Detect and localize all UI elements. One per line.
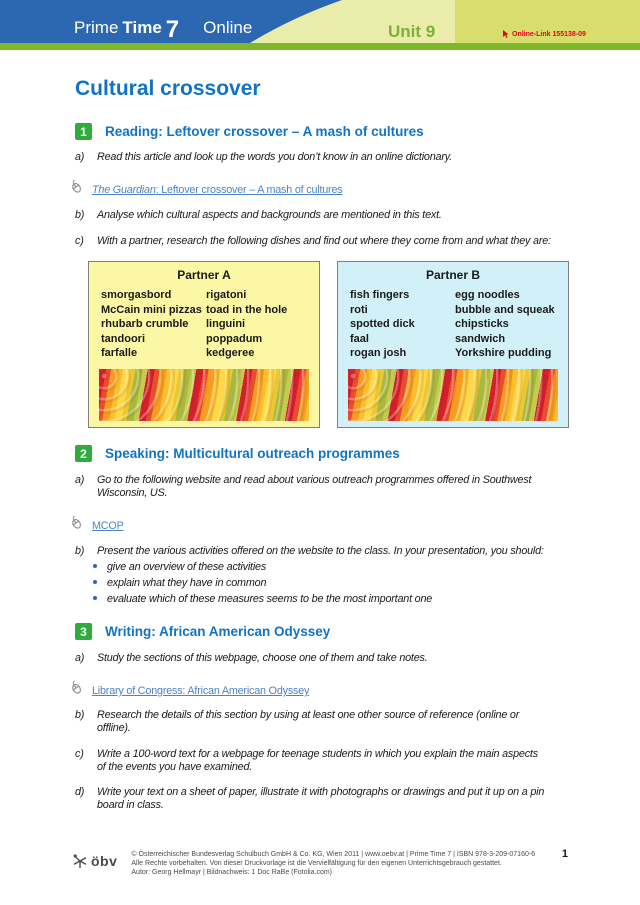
section-3-title: Writing: African American Odyssey <box>105 624 331 639</box>
task-1a-text: Read this article and look up the words you don’t know in an online dictionary. <box>97 151 452 163</box>
loc-link-row <box>92 681 572 695</box>
section-1-header <box>75 123 572 140</box>
dish: smorgasbord <box>101 289 172 301</box>
partner-a-title: Partner A <box>177 268 231 282</box>
header-green-bar <box>0 43 640 50</box>
dish: fish fingers <box>350 289 410 301</box>
mouse-icon <box>68 679 84 700</box>
dish: chipsticks <box>455 318 509 330</box>
task-3a-text: Study the sections of this webpage, choose one of them and take notes. <box>97 652 428 664</box>
partner-b-col2 <box>455 288 564 361</box>
task-1c-label: c) <box>75 235 84 247</box>
task-1c <box>75 235 569 248</box>
dish: faal <box>350 332 369 345</box>
library-of-congress-link[interactable]: Library of Congress: African American Odyssey <box>92 685 310 697</box>
unit-label: Unit 9 <box>388 22 436 41</box>
brand-word-prime: Prime <box>74 18 119 37</box>
task-3b <box>75 709 553 735</box>
dish: sandwich <box>455 332 506 345</box>
dish: poppadum <box>206 332 263 345</box>
oebv-logo <box>72 853 117 869</box>
task-2b <box>75 545 569 558</box>
gummy-bears-image <box>348 369 558 421</box>
dish: rigatoni <box>206 289 247 301</box>
oebv-star-icon <box>72 853 88 869</box>
task-2b-label: b) <box>75 545 85 557</box>
task-3a-label: a) <box>75 652 85 664</box>
section-3-number-badge: 3 <box>75 623 92 640</box>
online-link-label: Online-Link 155138-09 <box>512 31 586 38</box>
online-link[interactable] <box>502 30 586 39</box>
guardian-link-source: The Guardian <box>92 184 156 196</box>
dish: Yorkshire pudding <box>455 347 552 359</box>
brand-word-online: Online <box>203 18 253 37</box>
page-header <box>0 0 640 50</box>
guardian-link-rest: : Leftover crossover – A mash of cultures <box>155 184 343 196</box>
imprint-line-1: © Österreichischer Bundesverlag Schulbuch GmbH & Co. KG, Wien 2011 | www.oebv.at | Prime Time 7 | ISBN 978-3-209-07160-6 <box>131 851 536 858</box>
worksheet-content <box>0 77 640 812</box>
guardian-link[interactable] <box>92 184 342 196</box>
task-2a <box>75 474 547 500</box>
dish: spotted dick <box>350 318 415 330</box>
partner-b-title: Partner B <box>425 268 481 282</box>
bullet-dot <box>93 564 97 568</box>
task-3b-label: b) <box>75 709 85 721</box>
cursor-icon <box>502 30 510 39</box>
partner-a-col1 <box>101 288 206 361</box>
task-3d <box>75 786 547 812</box>
dish: rogan josh <box>350 347 407 359</box>
brand-word-seven: 7 <box>165 16 180 43</box>
dish: toad in the hole <box>206 303 288 316</box>
dish: McCain mini pizzas <box>101 303 202 316</box>
task-3d-text: Write your text on a sheet of paper, illustrate it with photographs or drawings and put it up on a pin board in class. <box>97 786 545 811</box>
dish: farfalle <box>101 347 138 359</box>
bullet-text: evaluate which of these measures seems to be the most important one <box>107 593 433 605</box>
task-3c-text: Write a 100-word text for a webpage for teenage students in which you explain the main aspects of the events you have examined. <box>97 748 538 773</box>
oebv-logo-text: öbv <box>91 853 118 869</box>
brand-word-time: Time <box>122 18 162 37</box>
presentation-bullets <box>75 561 572 609</box>
task-1c-text: With a partner, research the following dishes and find out where they come from and what they are: <box>97 235 551 247</box>
partner-b-box <box>337 261 569 428</box>
bullet-item <box>93 561 572 577</box>
section-2-title: Speaking: Multicultural outreach programmes <box>105 446 400 461</box>
task-1a <box>75 151 569 164</box>
dish: roti <box>350 303 368 316</box>
dish: egg noodles <box>455 289 520 301</box>
brand-logo <box>74 0 252 43</box>
task-3c-label: c) <box>75 748 84 760</box>
task-3c <box>75 748 547 774</box>
bullet-item <box>93 577 572 593</box>
imprint-line-2: Alle Rechte vorbehalten. Von dieser Druckvorlage ist die Vervielfältigung für den eigenen Unterrichtsgebrauch gestattet. <box>131 860 502 867</box>
bullet-dot <box>93 596 97 600</box>
guardian-link-row <box>92 180 572 194</box>
task-3b-text: Research the details of this section by using at least one other source of reference (online or offline). <box>97 709 520 734</box>
task-2b-text: Present the various activities offered on the website to the class. In your presentation, you should: <box>97 545 544 557</box>
task-2a-label: a) <box>75 474 85 486</box>
dish: linguini <box>206 318 246 330</box>
bullet-item <box>93 593 572 609</box>
partner-b-col1 <box>350 288 455 361</box>
task-1b-text: Analyse which cultural aspects and backgrounds are mentioned in this text. <box>97 209 442 221</box>
gummy-bears-image <box>99 369 309 421</box>
bullet-text: give an overview of these activities <box>107 561 267 573</box>
task-1a-label: a) <box>75 151 85 163</box>
dish: tandoori <box>101 332 145 345</box>
section-3-header <box>75 623 572 640</box>
bullet-text: explain what they have in common <box>107 577 267 589</box>
partner-a-box <box>88 261 320 428</box>
bullet-dot <box>93 580 97 584</box>
imprint <box>131 850 535 877</box>
page-number: 1 <box>561 848 568 860</box>
section-2-header <box>75 445 572 462</box>
section-1-title: Reading: Leftover crossover – A mash of cultures <box>105 124 424 139</box>
task-2a-text: Go to the following website and read about various outreach programmes offered in Southwest Wisconsin, US. <box>97 474 532 499</box>
task-3d-label: d) <box>75 786 85 798</box>
task-1b <box>75 209 569 222</box>
imprint-line-3: Autor: Georg Hellmayr | Bildnachweis: 1 Doc RaBe (Fotolia.com) <box>131 869 333 876</box>
dish: kedgeree <box>206 347 255 359</box>
partner-a-col2 <box>206 288 315 361</box>
mouse-icon <box>68 514 84 535</box>
partner-boxes <box>88 261 572 428</box>
mcop-link-row <box>92 516 572 530</box>
task-3a <box>75 652 569 665</box>
page-title: Cultural crossover <box>75 77 261 100</box>
mcop-link[interactable]: MCOP <box>92 520 124 532</box>
mouse-icon <box>68 178 84 199</box>
dish: rhubarb crumble <box>101 318 189 330</box>
task-1b-label: b) <box>75 209 85 221</box>
section-1-number-badge: 1 <box>75 123 92 140</box>
section-2-number-badge: 2 <box>75 445 92 462</box>
dish: bubble and squeak <box>455 303 555 316</box>
page-footer <box>0 846 640 877</box>
